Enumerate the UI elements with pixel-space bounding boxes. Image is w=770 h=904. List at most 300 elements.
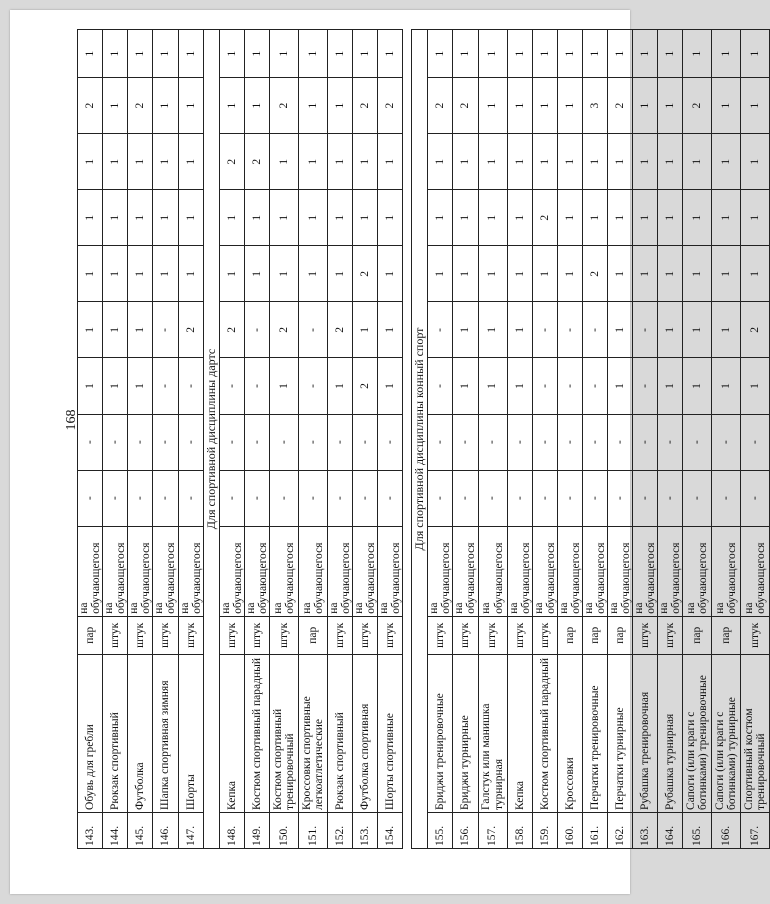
- unit-cell: штук: [327, 616, 352, 654]
- table-row: [219, 30, 244, 849]
- value-cell: -: [428, 414, 453, 470]
- table-row: [103, 30, 128, 849]
- value-cell: 1: [453, 246, 478, 302]
- row-number: 156.: [453, 812, 478, 848]
- item-name: Обувь для гребли: [78, 654, 103, 812]
- value-cell: -: [219, 414, 244, 470]
- item-name: Костюм спортивный тренировочный: [269, 654, 298, 812]
- row-number: 167.: [741, 812, 770, 848]
- value-cell: 1: [741, 30, 770, 78]
- value-cell: 1: [327, 30, 352, 78]
- value-cell: 1: [633, 30, 658, 78]
- value-cell: 1: [453, 30, 478, 78]
- basis-cell: на обучающегося: [658, 526, 683, 616]
- value-cell: 1: [582, 190, 607, 246]
- table-row: [178, 30, 203, 849]
- table-row: [378, 30, 403, 849]
- value-cell: -: [178, 470, 203, 526]
- value-cell: 1: [178, 190, 203, 246]
- value-cell: 1: [633, 190, 658, 246]
- value-cell: 1: [557, 134, 582, 190]
- value-cell: -: [582, 302, 607, 358]
- value-cell: -: [378, 414, 403, 470]
- value-cell: -: [428, 470, 453, 526]
- value-cell: -: [507, 470, 532, 526]
- unit-cell: штук: [658, 616, 683, 654]
- value-cell: -: [582, 414, 607, 470]
- value-cell: -: [633, 414, 658, 470]
- value-cell: 1: [298, 134, 327, 190]
- section-title: Для спортивной дисциплины дартс: [203, 30, 219, 849]
- value-cell: 1: [353, 30, 378, 78]
- unit-cell: пар: [298, 616, 327, 654]
- basis-cell: на обучающегося: [428, 526, 453, 616]
- row-number: 164.: [658, 812, 683, 848]
- value-cell: 1: [478, 134, 507, 190]
- value-cell: 1: [478, 190, 507, 246]
- value-cell: 1: [507, 78, 532, 134]
- value-cell: -: [683, 470, 712, 526]
- value-cell: 1: [453, 358, 478, 414]
- basis-cell: на обучающегося: [683, 526, 712, 616]
- value-cell: 1: [683, 358, 712, 414]
- value-cell: 1: [532, 246, 557, 302]
- basis-cell: на обучающегося: [712, 526, 741, 616]
- value-cell: -: [712, 414, 741, 470]
- basis-cell: на обучающегося: [608, 526, 633, 616]
- value-cell: -: [532, 358, 557, 414]
- value-cell: 1: [78, 358, 103, 414]
- value-cell: 1: [658, 30, 683, 78]
- table-row: [298, 30, 327, 849]
- section-gap: [403, 30, 412, 849]
- value-cell: 2: [244, 134, 269, 190]
- table-row: [658, 30, 683, 849]
- item-name: Галстук или манишка турнирная: [478, 654, 507, 812]
- item-name: Шорты: [178, 654, 203, 812]
- value-cell: 2: [378, 78, 403, 134]
- table-row: [557, 30, 582, 849]
- table-row: [128, 30, 153, 849]
- value-cell: -: [269, 470, 298, 526]
- value-cell: 1: [219, 78, 244, 134]
- value-cell: 1: [178, 78, 203, 134]
- unit-cell: штук: [219, 616, 244, 654]
- item-name: Бриджи турнирные: [453, 654, 478, 812]
- value-cell: 1: [683, 302, 712, 358]
- value-cell: 1: [608, 358, 633, 414]
- value-cell: -: [532, 470, 557, 526]
- value-cell: 2: [327, 302, 352, 358]
- value-cell: -: [507, 414, 532, 470]
- value-cell: -: [453, 470, 478, 526]
- value-cell: 1: [507, 190, 532, 246]
- item-name: Футболка: [128, 654, 153, 812]
- value-cell: 1: [507, 302, 532, 358]
- equipment-table: [77, 29, 770, 849]
- value-cell: 1: [269, 134, 298, 190]
- unit-cell: пар: [582, 616, 607, 654]
- value-cell: 1: [178, 246, 203, 302]
- value-cell: 1: [453, 190, 478, 246]
- value-cell: 2: [453, 78, 478, 134]
- value-cell: 1: [633, 246, 658, 302]
- table-row: [428, 30, 453, 849]
- unit-cell: пар: [608, 616, 633, 654]
- value-cell: -: [658, 470, 683, 526]
- value-cell: 1: [244, 190, 269, 246]
- unit-cell: штук: [153, 616, 178, 654]
- value-cell: 1: [478, 30, 507, 78]
- item-name: Кроссовки: [557, 654, 582, 812]
- value-cell: 2: [269, 302, 298, 358]
- value-cell: -: [428, 358, 453, 414]
- value-cell: 1: [103, 190, 128, 246]
- value-cell: 2: [219, 134, 244, 190]
- row-number: 153.: [353, 812, 378, 848]
- basis-cell: на обучающегося: [532, 526, 557, 616]
- value-cell: 1: [683, 134, 712, 190]
- unit-cell: штук: [428, 616, 453, 654]
- basis-cell: на обучающегося: [219, 526, 244, 616]
- value-cell: -: [244, 414, 269, 470]
- value-cell: 1: [78, 30, 103, 78]
- unit-cell: пар: [78, 616, 103, 654]
- value-cell: 2: [78, 78, 103, 134]
- basis-cell: на обучающегося: [128, 526, 153, 616]
- row-number: 165.: [683, 812, 712, 848]
- value-cell: -: [353, 414, 378, 470]
- value-cell: -: [153, 358, 178, 414]
- value-cell: 1: [428, 30, 453, 78]
- value-cell: -: [78, 470, 103, 526]
- basis-cell: на обучающегося: [178, 526, 203, 616]
- value-cell: 1: [532, 78, 557, 134]
- value-cell: 2: [608, 78, 633, 134]
- basis-cell: на обучающегося: [557, 526, 582, 616]
- value-cell: 1: [658, 190, 683, 246]
- value-cell: 1: [128, 190, 153, 246]
- item-name: Футболка спортивная: [353, 654, 378, 812]
- value-cell: 1: [683, 30, 712, 78]
- value-cell: 1: [608, 246, 633, 302]
- value-cell: 1: [353, 190, 378, 246]
- row-number: 147.: [178, 812, 203, 848]
- row-number: 158.: [507, 812, 532, 848]
- value-cell: 1: [78, 190, 103, 246]
- value-cell: 1: [378, 190, 403, 246]
- value-cell: 1: [608, 190, 633, 246]
- value-cell: 2: [269, 78, 298, 134]
- value-cell: 1: [78, 134, 103, 190]
- value-cell: 1: [658, 358, 683, 414]
- value-cell: 1: [153, 134, 178, 190]
- value-cell: 1: [741, 358, 770, 414]
- value-cell: 1: [269, 190, 298, 246]
- unit-cell: штук: [353, 616, 378, 654]
- value-cell: 2: [353, 78, 378, 134]
- value-cell: -: [428, 302, 453, 358]
- table-row: [353, 30, 378, 849]
- value-cell: -: [327, 414, 352, 470]
- value-cell: 1: [128, 134, 153, 190]
- table-row: [582, 30, 607, 849]
- value-cell: 1: [741, 246, 770, 302]
- value-cell: 1: [507, 358, 532, 414]
- value-cell: 1: [378, 30, 403, 78]
- value-cell: 1: [103, 302, 128, 358]
- value-cell: -: [557, 302, 582, 358]
- value-cell: 2: [683, 78, 712, 134]
- value-cell: 2: [582, 246, 607, 302]
- item-name: Рюкзак спортивный: [327, 654, 352, 812]
- value-cell: -: [327, 470, 352, 526]
- value-cell: 1: [298, 190, 327, 246]
- table-row: [633, 30, 658, 849]
- value-cell: -: [353, 470, 378, 526]
- value-cell: -: [582, 470, 607, 526]
- value-cell: -: [153, 470, 178, 526]
- value-cell: -: [103, 414, 128, 470]
- value-cell: 1: [741, 134, 770, 190]
- table-row: [78, 30, 103, 849]
- value-cell: -: [633, 302, 658, 358]
- value-cell: 1: [269, 30, 298, 78]
- item-name: Спортивный костюм тренировочный: [741, 654, 770, 812]
- item-name: Сапоги (или краги с ботинками) турнирные: [712, 654, 741, 812]
- item-name: Рюкзак спортивный: [103, 654, 128, 812]
- basis-cell: на обучающегося: [78, 526, 103, 616]
- value-cell: 1: [658, 78, 683, 134]
- unit-cell: штук: [269, 616, 298, 654]
- value-cell: -: [582, 358, 607, 414]
- row-number: 149.: [244, 812, 269, 848]
- value-cell: 1: [741, 78, 770, 134]
- item-name: Перчатки турнирные: [608, 654, 633, 812]
- value-cell: -: [103, 470, 128, 526]
- value-cell: 1: [712, 246, 741, 302]
- value-cell: 1: [507, 134, 532, 190]
- value-cell: 1: [608, 30, 633, 78]
- section-title: Для спортивной дисциплины конный спорт: [412, 30, 428, 849]
- value-cell: -: [298, 358, 327, 414]
- value-cell: -: [557, 470, 582, 526]
- unit-cell: штук: [478, 616, 507, 654]
- value-cell: 1: [658, 246, 683, 302]
- value-cell: 1: [103, 78, 128, 134]
- row-number: 145.: [128, 812, 153, 848]
- value-cell: -: [557, 358, 582, 414]
- value-cell: 1: [378, 246, 403, 302]
- table-row: [269, 30, 298, 849]
- value-cell: -: [532, 414, 557, 470]
- value-cell: 1: [378, 134, 403, 190]
- row-number: 161.: [582, 812, 607, 848]
- section-header-row: [412, 30, 428, 849]
- item-name: Кепка: [219, 654, 244, 812]
- basis-cell: на обучающегося: [244, 526, 269, 616]
- item-name: Кепка: [507, 654, 532, 812]
- value-cell: -: [658, 414, 683, 470]
- value-cell: -: [78, 414, 103, 470]
- row-number: 163.: [633, 812, 658, 848]
- value-cell: -: [128, 470, 153, 526]
- value-cell: 1: [378, 358, 403, 414]
- value-cell: 1: [153, 246, 178, 302]
- value-cell: -: [244, 302, 269, 358]
- value-cell: 1: [327, 246, 352, 302]
- item-name: Рубашка турнирная: [658, 654, 683, 812]
- value-cell: -: [712, 470, 741, 526]
- table-row: [453, 30, 478, 849]
- value-cell: 1: [532, 30, 557, 78]
- gap-cell: [403, 30, 412, 849]
- value-cell: 1: [298, 30, 327, 78]
- item-name: Шапка спортивная зимняя: [153, 654, 178, 812]
- value-cell: 1: [327, 134, 352, 190]
- value-cell: 1: [128, 358, 153, 414]
- row-number: 151.: [298, 812, 327, 848]
- value-cell: 1: [712, 134, 741, 190]
- basis-cell: на обучающегося: [269, 526, 298, 616]
- value-cell: 3: [582, 78, 607, 134]
- basis-cell: на обучающегося: [153, 526, 178, 616]
- basis-cell: на обучающегося: [478, 526, 507, 616]
- unit-cell: штук: [128, 616, 153, 654]
- table-row: [327, 30, 352, 849]
- basis-cell: на обучающегося: [633, 526, 658, 616]
- value-cell: 1: [478, 302, 507, 358]
- value-cell: 1: [244, 246, 269, 302]
- table-row: [153, 30, 178, 849]
- value-cell: 2: [741, 302, 770, 358]
- value-cell: -: [478, 414, 507, 470]
- table-row: [741, 30, 770, 849]
- value-cell: -: [128, 414, 153, 470]
- value-cell: 1: [428, 190, 453, 246]
- row-number: 159.: [532, 812, 557, 848]
- value-cell: 1: [507, 30, 532, 78]
- value-cell: 1: [453, 134, 478, 190]
- value-cell: 1: [378, 302, 403, 358]
- item-name: Рубашка тренировочная: [633, 654, 658, 812]
- value-cell: 1: [608, 134, 633, 190]
- row-number: 154.: [378, 812, 403, 848]
- value-cell: 1: [128, 246, 153, 302]
- value-cell: 1: [178, 30, 203, 78]
- value-cell: -: [244, 470, 269, 526]
- value-cell: 1: [683, 190, 712, 246]
- basis-cell: на обучающегося: [103, 526, 128, 616]
- row-number: 160.: [557, 812, 582, 848]
- value-cell: 1: [557, 78, 582, 134]
- value-cell: -: [608, 470, 633, 526]
- value-cell: -: [244, 358, 269, 414]
- value-cell: -: [178, 358, 203, 414]
- row-number: 157.: [478, 812, 507, 848]
- value-cell: -: [453, 414, 478, 470]
- value-cell: -: [633, 358, 658, 414]
- unit-cell: штук: [453, 616, 478, 654]
- unit-cell: штук: [103, 616, 128, 654]
- value-cell: 2: [219, 302, 244, 358]
- value-cell: -: [378, 470, 403, 526]
- value-cell: 1: [269, 358, 298, 414]
- value-cell: 2: [353, 246, 378, 302]
- value-cell: 1: [327, 358, 352, 414]
- value-cell: 1: [219, 190, 244, 246]
- unit-cell: штук: [378, 616, 403, 654]
- table-row: [683, 30, 712, 849]
- value-cell: 1: [428, 246, 453, 302]
- value-cell: 1: [327, 78, 352, 134]
- item-name: Шорты спортивные: [378, 654, 403, 812]
- value-cell: 1: [298, 246, 327, 302]
- value-cell: -: [298, 470, 327, 526]
- table-row: [532, 30, 557, 849]
- value-cell: -: [608, 414, 633, 470]
- value-cell: 1: [78, 246, 103, 302]
- value-cell: 1: [103, 134, 128, 190]
- basis-cell: на обучающегося: [298, 526, 327, 616]
- item-name: Кроссовки спортивные легкоатлетические: [298, 654, 327, 812]
- table-row: [478, 30, 507, 849]
- basis-cell: на обучающегося: [741, 526, 770, 616]
- value-cell: 1: [103, 358, 128, 414]
- value-cell: -: [298, 302, 327, 358]
- value-cell: 1: [683, 246, 712, 302]
- value-cell: 1: [633, 134, 658, 190]
- value-cell: 1: [507, 246, 532, 302]
- value-cell: 1: [532, 134, 557, 190]
- row-number: 155.: [428, 812, 453, 848]
- value-cell: 1: [712, 302, 741, 358]
- item-name: Сапоги (или краги с ботинками) тренировочные: [683, 654, 712, 812]
- unit-cell: штук: [532, 616, 557, 654]
- value-cell: 1: [244, 78, 269, 134]
- basis-cell: на обучающегося: [507, 526, 532, 616]
- table-body: [78, 30, 770, 849]
- value-cell: 1: [582, 134, 607, 190]
- item-name: Костюм спортивный парадный: [532, 654, 557, 812]
- value-cell: -: [532, 302, 557, 358]
- value-cell: -: [741, 470, 770, 526]
- value-cell: 1: [103, 30, 128, 78]
- item-name: Бриджи тренировочные: [428, 654, 453, 812]
- item-name: Костюм спортивный парадный: [244, 654, 269, 812]
- value-cell: -: [478, 470, 507, 526]
- value-cell: 1: [658, 134, 683, 190]
- value-cell: 1: [244, 30, 269, 78]
- section-header-row: [203, 30, 219, 849]
- value-cell: 1: [153, 78, 178, 134]
- value-cell: 1: [712, 78, 741, 134]
- value-cell: 2: [178, 302, 203, 358]
- value-cell: 1: [453, 302, 478, 358]
- value-cell: 1: [478, 246, 507, 302]
- unit-cell: пар: [683, 616, 712, 654]
- unit-cell: штук: [507, 616, 532, 654]
- value-cell: 1: [298, 78, 327, 134]
- value-cell: 1: [219, 246, 244, 302]
- value-cell: -: [219, 470, 244, 526]
- value-cell: 1: [103, 246, 128, 302]
- value-cell: 1: [178, 134, 203, 190]
- table-row: [712, 30, 741, 849]
- value-cell: 1: [478, 358, 507, 414]
- basis-cell: на обучающегося: [353, 526, 378, 616]
- row-number: 162.: [608, 812, 633, 848]
